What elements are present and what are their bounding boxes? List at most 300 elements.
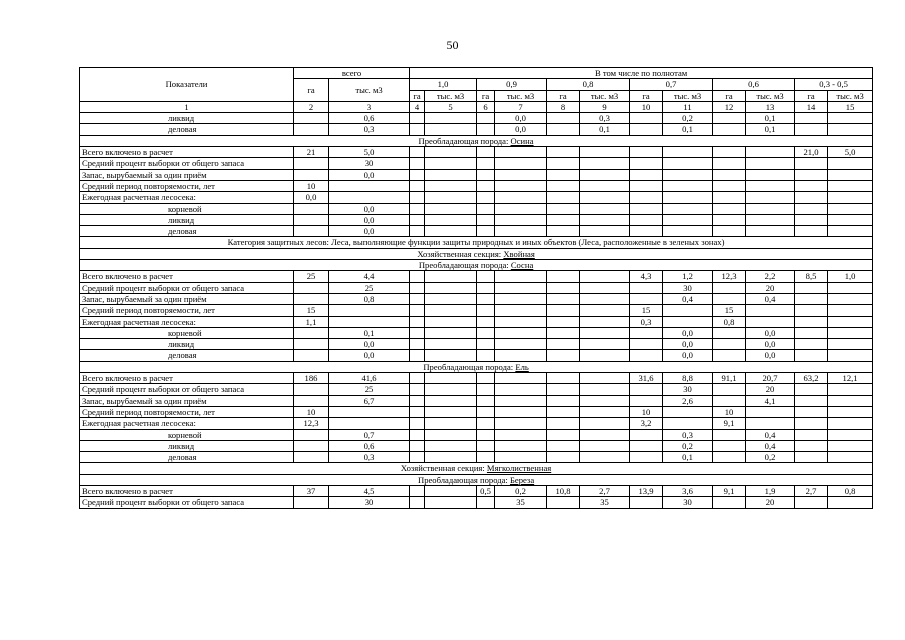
table-cell	[477, 452, 495, 463]
table-row	[80, 395, 873, 406]
table-cell	[630, 350, 663, 361]
row-label: Запас, вырубаемый за один приём	[80, 293, 294, 304]
table-row	[80, 305, 873, 316]
table-cell	[713, 169, 746, 180]
table-cell: 0,0	[663, 327, 713, 338]
table-cell: 0,0	[746, 350, 795, 361]
table-cell: 0,1	[746, 113, 795, 124]
table-cell	[547, 203, 580, 214]
table-cell	[746, 203, 795, 214]
table-cell: 91,1	[713, 373, 746, 384]
table-cell	[410, 395, 425, 406]
section-prefix: Преобладающая порода:	[418, 135, 511, 146]
table-cell	[795, 384, 828, 395]
table-cell	[795, 418, 828, 429]
table-cell	[294, 395, 329, 406]
table-cell	[425, 169, 477, 180]
table-cell	[630, 192, 663, 203]
table-cell	[746, 305, 795, 316]
table-cell: 3,2	[630, 418, 663, 429]
table-cell	[425, 124, 477, 135]
table-cell	[828, 192, 873, 203]
table-row	[80, 113, 873, 124]
table-row	[80, 316, 873, 327]
table-row	[80, 452, 873, 463]
table-cell	[795, 440, 828, 451]
table-cell: 12,3	[713, 271, 746, 282]
table-cell	[495, 327, 547, 338]
table-cell	[410, 384, 425, 395]
table-cell: 31,6	[630, 373, 663, 384]
table-cell	[795, 203, 828, 214]
table-cell	[477, 440, 495, 451]
table-cell	[663, 192, 713, 203]
table-row	[80, 124, 873, 135]
table-cell	[425, 282, 477, 293]
table-cell	[547, 418, 580, 429]
row-label: Всего включено в расчет	[80, 271, 294, 282]
table-cell	[713, 293, 746, 304]
table-cell: 0,0	[663, 350, 713, 361]
table-cell: 10	[294, 406, 329, 417]
table-cell	[630, 147, 663, 158]
table-cell	[828, 316, 873, 327]
section-row	[80, 463, 873, 474]
table-cell	[713, 124, 746, 135]
table-cell	[795, 113, 828, 124]
table-cell: 20	[746, 384, 795, 395]
table-cell	[630, 429, 663, 440]
table-cell	[477, 350, 495, 361]
column-number: 3	[329, 101, 410, 112]
table-cell	[580, 180, 630, 191]
table-cell	[477, 158, 495, 169]
table-cell	[746, 418, 795, 429]
table-cell	[630, 169, 663, 180]
row-label: Средний процент выборки от общего запаса	[80, 497, 294, 508]
table-cell	[495, 180, 547, 191]
table-cell	[410, 350, 425, 361]
row-label: Средний процент выборки от общего запаса	[80, 282, 294, 293]
table-cell	[713, 113, 746, 124]
table-cell: 21	[294, 147, 329, 158]
column-number: 14	[795, 101, 828, 112]
table-cell: 0,1	[746, 124, 795, 135]
table-cell	[795, 339, 828, 350]
table-cell	[294, 158, 329, 169]
table-cell	[425, 406, 477, 417]
table-cell: 35	[495, 497, 547, 508]
table-cell: 10,8	[547, 485, 580, 496]
table-cell	[477, 169, 495, 180]
indicators-header: Показатели	[80, 68, 294, 102]
table-cell: 30	[663, 497, 713, 508]
table-cell	[795, 316, 828, 327]
column-number: 10	[630, 101, 663, 112]
table-cell	[663, 418, 713, 429]
table-cell	[828, 113, 873, 124]
table-cell	[410, 158, 425, 169]
table-cell	[425, 429, 477, 440]
table-cell	[580, 316, 630, 327]
table-cell	[294, 429, 329, 440]
table-cell	[410, 192, 425, 203]
table-cell	[477, 395, 495, 406]
table-cell: 0,2	[663, 440, 713, 451]
row-label: Средний период повторяемости, лет	[80, 305, 294, 316]
table-cell	[425, 327, 477, 338]
table-cell: 8,5	[795, 271, 828, 282]
table-cell: 9,1	[713, 418, 746, 429]
table-row	[80, 192, 873, 203]
table-cell	[547, 293, 580, 304]
table-cell	[663, 406, 713, 417]
unit-volume-header: тыс. м3	[580, 90, 630, 101]
table-cell	[580, 406, 630, 417]
table-cell	[746, 169, 795, 180]
row-label: Всего включено в расчет	[80, 485, 294, 496]
section-row	[80, 361, 873, 372]
table-cell	[828, 384, 873, 395]
table-cell	[547, 406, 580, 417]
table-cell	[547, 192, 580, 203]
table-cell	[713, 497, 746, 508]
table-cell: 0,3	[663, 429, 713, 440]
table-cell	[294, 327, 329, 338]
table-row	[80, 147, 873, 158]
table-cell: 8,8	[663, 373, 713, 384]
table-cell	[630, 158, 663, 169]
table-cell	[746, 316, 795, 327]
table-cell	[828, 327, 873, 338]
table-cell	[495, 203, 547, 214]
table-cell	[713, 282, 746, 293]
table-cell	[828, 406, 873, 417]
table-row	[80, 497, 873, 508]
unit-volume-header: тыс. м3	[828, 90, 873, 101]
table-cell	[795, 327, 828, 338]
table-cell	[547, 305, 580, 316]
total-ha-header: га	[294, 79, 329, 102]
table-cell	[410, 226, 425, 237]
table-cell	[477, 180, 495, 191]
table-cell: 25	[329, 384, 410, 395]
density-header: 1,0	[410, 79, 477, 90]
table-cell	[294, 282, 329, 293]
table-cell	[580, 440, 630, 451]
unit-volume-header: тыс. м3	[746, 90, 795, 101]
row-label: ликвид	[80, 339, 294, 350]
table-cell: 0,7	[329, 429, 410, 440]
table-cell: 2,6	[663, 395, 713, 406]
table-cell	[547, 429, 580, 440]
table-cell	[580, 271, 630, 282]
table-cell	[828, 395, 873, 406]
unit-ha-header: га	[477, 90, 495, 101]
table-cell	[663, 203, 713, 214]
table-cell	[294, 293, 329, 304]
table-cell	[495, 293, 547, 304]
table-cell	[713, 350, 746, 361]
table-cell	[713, 203, 746, 214]
table-cell: 0,2	[495, 485, 547, 496]
table-cell	[477, 226, 495, 237]
table-cell	[294, 169, 329, 180]
table-cell: 0,8	[329, 293, 410, 304]
table-cell	[425, 180, 477, 191]
table-cell: 30	[329, 497, 410, 508]
table-cell	[294, 384, 329, 395]
section-prefix: Хозяйственная секция:	[400, 463, 487, 474]
column-number: 1	[80, 101, 294, 112]
table-cell	[425, 384, 477, 395]
table-cell	[828, 124, 873, 135]
row-label: Средний период повторяемости, лет	[80, 180, 294, 191]
table-cell	[630, 293, 663, 304]
table-cell: 2,7	[795, 485, 828, 496]
table-cell	[495, 384, 547, 395]
table-cell	[425, 497, 477, 508]
table-cell: 0,0	[329, 214, 410, 225]
table-row	[80, 226, 873, 237]
table-row	[80, 440, 873, 451]
table-cell: 0,2	[663, 113, 713, 124]
table-cell: 0,0	[329, 350, 410, 361]
page-number: 50	[446, 38, 459, 52]
table-cell	[477, 192, 495, 203]
row-label: Средний процент выборки от общего запаса	[80, 384, 294, 395]
section-heading	[80, 361, 873, 372]
table-cell	[828, 418, 873, 429]
table-cell	[630, 440, 663, 451]
section-prefix: Преобладающая порода:	[423, 361, 516, 372]
table-cell	[495, 147, 547, 158]
table-cell	[294, 339, 329, 350]
table-cell	[580, 282, 630, 293]
section-row	[80, 260, 873, 271]
table-cell: 30	[329, 158, 410, 169]
table-cell	[329, 305, 410, 316]
table-cell: 6,7	[329, 395, 410, 406]
table-cell: 0,3	[329, 124, 410, 135]
table-cell	[547, 124, 580, 135]
table-cell	[795, 169, 828, 180]
table-cell	[547, 339, 580, 350]
table-cell	[795, 180, 828, 191]
table-cell	[630, 113, 663, 124]
column-number: 12	[713, 101, 746, 112]
table-cell: 9,1	[713, 485, 746, 496]
table-cell: 4,5	[329, 485, 410, 496]
table-cell	[630, 497, 663, 508]
table-cell	[294, 203, 329, 214]
table-cell: 41,6	[329, 373, 410, 384]
section-heading	[80, 260, 873, 271]
table-cell	[495, 282, 547, 293]
section-row	[80, 474, 873, 485]
table-cell	[425, 147, 477, 158]
table-cell	[580, 158, 630, 169]
table-cell	[547, 271, 580, 282]
table-cell	[410, 440, 425, 451]
table-cell	[425, 395, 477, 406]
table-cell	[746, 406, 795, 417]
table-cell: 10	[630, 406, 663, 417]
table-cell	[425, 440, 477, 451]
table-cell	[477, 327, 495, 338]
table-row	[80, 271, 873, 282]
table-cell: 4,3	[630, 271, 663, 282]
row-label: деловая	[80, 452, 294, 463]
table-cell: 0,1	[329, 327, 410, 338]
table-cell	[795, 192, 828, 203]
table-cell	[477, 305, 495, 316]
table-cell: 37	[294, 485, 329, 496]
table-cell: 0,2	[746, 452, 795, 463]
table-cell	[495, 226, 547, 237]
density-header: 0,7	[630, 79, 713, 90]
table-cell	[547, 180, 580, 191]
table-cell	[410, 327, 425, 338]
table-cell	[580, 418, 630, 429]
row-label: деловая	[80, 350, 294, 361]
table-cell	[477, 497, 495, 508]
table-cell	[477, 282, 495, 293]
table-cell	[329, 316, 410, 327]
unit-volume-header: тыс. м3	[663, 90, 713, 101]
table-cell	[795, 406, 828, 417]
table-cell	[495, 316, 547, 327]
table-cell: 0,0	[495, 113, 547, 124]
table-cell: 0,0	[329, 339, 410, 350]
table-cell	[828, 350, 873, 361]
column-number: 6	[477, 101, 495, 112]
table-cell	[630, 339, 663, 350]
table-cell	[547, 440, 580, 451]
table-cell	[495, 440, 547, 451]
row-label: Всего включено в расчет	[80, 373, 294, 384]
table-cell: 13,9	[630, 485, 663, 496]
row-label: корневой	[80, 429, 294, 440]
table-cell	[663, 180, 713, 191]
table-cell	[828, 169, 873, 180]
table-cell	[663, 214, 713, 225]
row-label: Всего включено в расчет	[80, 147, 294, 158]
table-cell	[495, 169, 547, 180]
table-cell	[547, 113, 580, 124]
table-cell	[713, 429, 746, 440]
table-cell	[329, 406, 410, 417]
row-label: Средний период повторяемости, лет	[80, 406, 294, 417]
column-number: 9	[580, 101, 630, 112]
table-cell	[580, 305, 630, 316]
table-cell	[477, 113, 495, 124]
unit-ha-header: га	[630, 90, 663, 101]
table-row	[80, 350, 873, 361]
table-cell: 0,0	[329, 226, 410, 237]
table-cell	[547, 373, 580, 384]
table-row	[80, 180, 873, 191]
table-cell	[495, 158, 547, 169]
table-cell	[294, 113, 329, 124]
table-cell	[713, 395, 746, 406]
table-cell	[580, 327, 630, 338]
table-cell	[828, 214, 873, 225]
table-cell	[410, 214, 425, 225]
table-cell: 12,1	[828, 373, 873, 384]
table-cell	[795, 158, 828, 169]
table-cell	[580, 203, 630, 214]
table-cell	[630, 124, 663, 135]
section-prefix: Преобладающая порода:	[418, 260, 511, 271]
table-cell: 0,1	[663, 452, 713, 463]
table-cell	[828, 305, 873, 316]
row-label: Запас, вырубаемый за один приём	[80, 395, 294, 406]
table-cell	[630, 395, 663, 406]
table-cell: 25	[294, 271, 329, 282]
density-header: 0,3 - 0,5	[795, 79, 873, 90]
forest-inventory-table	[79, 67, 873, 509]
table-cell	[580, 192, 630, 203]
table-cell: 0,3	[630, 316, 663, 327]
table-cell	[495, 214, 547, 225]
table-cell	[795, 282, 828, 293]
table-cell	[630, 180, 663, 191]
table-cell	[495, 452, 547, 463]
table-cell	[795, 429, 828, 440]
table-cell	[663, 147, 713, 158]
table-cell: 0,5	[477, 485, 495, 496]
table-cell: 15	[713, 305, 746, 316]
table-cell	[580, 429, 630, 440]
table-cell: 25	[329, 282, 410, 293]
table-cell	[425, 452, 477, 463]
table-cell	[294, 440, 329, 451]
table-cell	[425, 192, 477, 203]
column-number: 2	[294, 101, 329, 112]
table-cell	[425, 271, 477, 282]
table-cell: 0,4	[746, 293, 795, 304]
table-cell	[329, 192, 410, 203]
table-cell	[795, 214, 828, 225]
row-label: ликвид	[80, 214, 294, 225]
table-cell	[477, 271, 495, 282]
table-cell: 0,8	[828, 485, 873, 496]
table-cell	[795, 124, 828, 135]
table-cell	[795, 350, 828, 361]
table-cell	[477, 384, 495, 395]
row-label: ликвид	[80, 113, 294, 124]
table-cell	[495, 418, 547, 429]
row-label: деловая	[80, 226, 294, 237]
table-cell: 0,4	[746, 429, 795, 440]
table-cell	[495, 350, 547, 361]
table-cell	[547, 316, 580, 327]
table-cell: 3,6	[663, 485, 713, 496]
table-cell	[410, 113, 425, 124]
table-cell	[795, 395, 828, 406]
row-label: Ежегодная расчетная лесосека:	[80, 316, 294, 327]
table-cell	[795, 305, 828, 316]
section-row	[80, 248, 873, 259]
table-cell: 0,0	[294, 192, 329, 203]
table-cell	[713, 180, 746, 191]
table-cell	[547, 327, 580, 338]
table-cell	[547, 350, 580, 361]
table-cell	[477, 406, 495, 417]
table-cell	[580, 214, 630, 225]
table-cell	[477, 339, 495, 350]
